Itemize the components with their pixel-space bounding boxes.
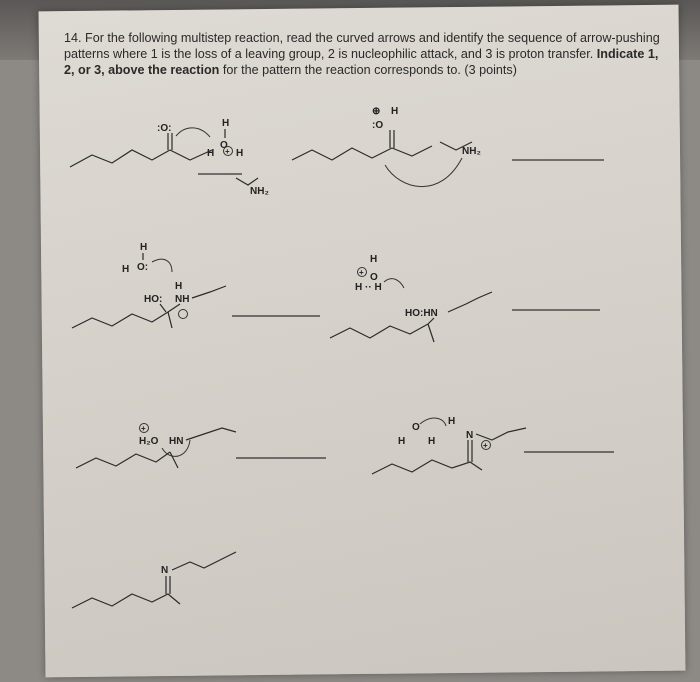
leaving-group-intermediate: [76, 424, 236, 469]
water-h-2: H: [428, 436, 436, 447]
h3o-o: O: [370, 272, 378, 283]
water-o-label: O: [412, 422, 420, 433]
hn-label: HN: [169, 436, 184, 447]
iminium-n: N: [466, 430, 474, 441]
svg-text:+: +: [483, 441, 488, 450]
question-number: 14.: [64, 31, 82, 45]
amine-label-b: NH₂: [462, 146, 481, 157]
curved-arrow-2: [385, 158, 462, 187]
curved-arrow-3: [152, 259, 172, 272]
question-bold: Indicate 1, 2, or 3, above the reaction: [64, 47, 659, 78]
question-body: For the following multistep reaction, read the curved arrows and identify the sequence of arrow-pushing patterns where 1 is the loss of a leaving group, 2 is nucleophilic attack, and 3 is proton transfer.: [64, 31, 660, 62]
svg-text:+: +: [225, 147, 230, 156]
amine-nh-label: NH: [175, 294, 190, 305]
water-h-top: H: [140, 242, 148, 253]
iminium-h: H: [448, 416, 456, 427]
hydronium-h-left: H: [207, 148, 215, 159]
oxonium-plus: ⊕: [372, 106, 381, 117]
oxonium-h: H: [391, 106, 399, 117]
curved-arrow-1: [176, 128, 210, 137]
tetrahedral-intermediate-1: [72, 242, 226, 328]
imine-n: N: [161, 565, 169, 576]
hydronium-h-right: H: [236, 148, 244, 159]
ammonium-h: H: [175, 281, 183, 292]
question-tail: for the pattern the reaction corresponds to. (3 points): [222, 63, 517, 78]
hydroxyl-label: HO:: [144, 294, 163, 305]
carbonyl-oxygen-label: :O:: [157, 123, 172, 134]
iminium-intermediate: [372, 416, 526, 474]
amine-label-a: NH₂: [250, 186, 269, 197]
curved-arrow-6: [420, 418, 446, 426]
water-h-left: H: [122, 264, 130, 275]
ketone-structure: [70, 123, 215, 167]
curved-arrow-4: [384, 279, 404, 288]
h3o-h-top: H: [370, 254, 378, 265]
water-h-1: H: [398, 436, 406, 447]
tetrahedral-intermediate-2: [330, 254, 492, 342]
hydronium-structure: [207, 118, 243, 159]
water-leaving-label: H₂O: [139, 436, 159, 447]
protonated-ketone: [292, 106, 432, 160]
h3o-h-pair: H ·· H: [355, 282, 382, 293]
imine-product: [72, 552, 236, 608]
water-o: O:: [137, 262, 149, 273]
hydronium-o: O: [220, 140, 228, 151]
svg-text:+: +: [359, 268, 364, 277]
svg-text:+: +: [141, 424, 146, 433]
oxonium-o: :O: [372, 120, 384, 131]
hydronium-h-top: H: [222, 118, 230, 129]
hydroxyl-amine-label: HO:HN: [405, 308, 438, 319]
